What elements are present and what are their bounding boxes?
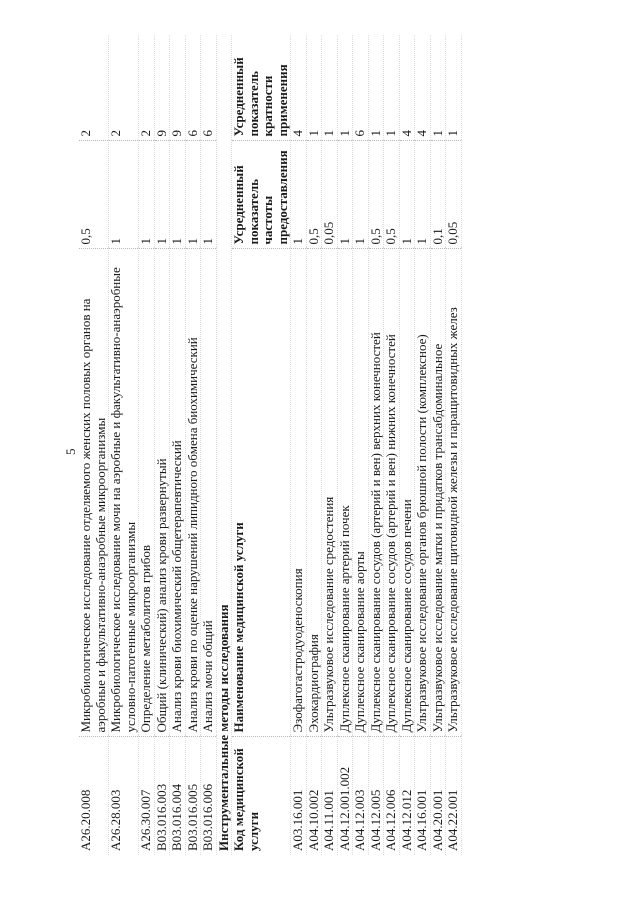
header-frequency: Усредненный показатель частоты предоставления xyxy=(232,141,291,249)
table-cell: 0,1 xyxy=(430,141,446,249)
table-row xyxy=(170,35,186,855)
table-cell: 9 xyxy=(170,35,186,141)
table-cell: B03.016.004 xyxy=(170,737,186,855)
table-cell: B03.016.005 xyxy=(185,737,201,855)
header-multiplicity: Усредненный показатель кратности применения xyxy=(232,35,291,141)
table-cell: 4 xyxy=(291,35,307,141)
header-name: Наименование медицинской услуги xyxy=(232,249,291,737)
table-cell: Анализ крови по оценке нарушений липидного обмена биохимический xyxy=(185,249,201,737)
section-title: Инструментальные методы исследования xyxy=(216,35,232,855)
table-cell: 1 xyxy=(430,35,446,141)
table-cell: A04.20.001 xyxy=(430,737,446,855)
table-row xyxy=(185,35,201,855)
table-row xyxy=(399,35,415,855)
table-cell: A04.12.003 xyxy=(353,737,369,855)
table-row xyxy=(446,35,462,855)
table-row xyxy=(322,35,338,855)
table-cell: Дуплексное сканирование сосудов (артерий и вен) нижних конечностей xyxy=(384,249,400,737)
table-cell: 0,5 xyxy=(384,141,400,249)
table-cell: 2 xyxy=(79,35,109,141)
table-cell: 1 xyxy=(201,141,217,249)
table-row xyxy=(306,35,322,855)
table-cell: 1 xyxy=(322,35,338,141)
table-cell: 4 xyxy=(399,35,415,141)
table-cell: B03.016.006 xyxy=(201,737,217,855)
table-cell: 1 xyxy=(185,141,201,249)
table-cell: 6 xyxy=(201,35,217,141)
table-cell: 1 xyxy=(337,141,353,249)
table-cell: Дуплексное сканирование артерий почек xyxy=(337,249,353,737)
table-cell: 1 xyxy=(139,141,155,249)
table-row xyxy=(337,35,353,855)
table-cell: A04.12.001.002 xyxy=(337,737,353,855)
table-cell: 2 xyxy=(109,35,139,141)
table-cell: Определение метаболитов грибов xyxy=(139,249,155,737)
table-cell: Эхокардиография xyxy=(306,249,322,737)
table-cell: A04.10.002 xyxy=(306,737,322,855)
table-cell: Ультразвуковое исследование органов брюшной полости (комплексное) xyxy=(415,249,431,737)
table-cell: 1 xyxy=(384,35,400,141)
table-cell: B03.016.003 xyxy=(154,737,170,855)
table-cell: 1 xyxy=(291,141,307,249)
table-cell: 1 xyxy=(415,141,431,249)
table-cell: 0,05 xyxy=(446,141,462,249)
table-cell: Дуплексное сканирование сосудов (артерий и вен) верхних конечностей xyxy=(368,249,384,737)
table-cell: 1 xyxy=(170,141,186,249)
table-cell: A26.30.007 xyxy=(139,737,155,855)
table-cell: A26.20.008 xyxy=(79,737,109,855)
table-cell: Дуплексное сканирование сосудов печени xyxy=(399,249,415,737)
table-cell: 1 xyxy=(109,141,139,249)
table-cell: Дуплексное сканирование аорты xyxy=(353,249,369,737)
table-row xyxy=(384,35,400,855)
services-table-body xyxy=(79,35,461,855)
table-row xyxy=(139,35,155,855)
table-cell: A04.12.006 xyxy=(384,737,400,855)
table-header-row xyxy=(232,35,291,855)
table-row xyxy=(201,35,217,855)
table-cell: 1 xyxy=(337,35,353,141)
table-cell: Общий (клинический) анализ крови развернутый xyxy=(154,249,170,737)
table-cell: Эзофагогастродуоденоскопия xyxy=(291,249,307,737)
table-row xyxy=(430,35,446,855)
table-row xyxy=(154,35,170,855)
header-code: Код медицинской услуги xyxy=(232,737,291,855)
table-cell: 0,5 xyxy=(368,141,384,249)
table-cell: 1 xyxy=(154,141,170,249)
table-cell: Анализ мочи общий xyxy=(201,249,217,737)
table-row xyxy=(415,35,431,855)
table-cell: 1 xyxy=(306,35,322,141)
table-cell: 9 xyxy=(154,35,170,141)
table-cell: 1 xyxy=(368,35,384,141)
table-cell: Ультразвуковое исследование матки и придатков трансабдоминальное xyxy=(430,249,446,737)
table-cell: Ультразвуковое исследование средостения xyxy=(322,249,338,737)
table-cell: Микробиологическое исследование мочи на аэробные и факультативно-анаэробные условно-патогенные микроорганизмы xyxy=(109,249,139,737)
table-cell: A04.22.001 xyxy=(446,737,462,855)
services-table xyxy=(79,35,462,855)
table-cell: Микробиологическое исследование отделяемого женских половых органов на аэробные и факультативно-анаэробные микроорганизмы xyxy=(79,249,109,737)
table-row xyxy=(353,35,369,855)
table-cell: 4 xyxy=(415,35,431,141)
table-cell: 1 xyxy=(399,141,415,249)
page-number: 5 xyxy=(63,448,78,455)
table-cell: Ультразвуковое исследование щитовидной железы и паращитовидных желез xyxy=(446,249,462,737)
table-cell: 2 xyxy=(139,35,155,141)
table-cell: A04.12.005 xyxy=(368,737,384,855)
rotated-content xyxy=(55,35,615,855)
table-cell: A04.11.001 xyxy=(322,737,338,855)
section-row xyxy=(216,35,232,855)
table-cell: 0,5 xyxy=(79,141,109,249)
table-cell: A04.12.012 xyxy=(399,737,415,855)
table-row xyxy=(109,35,139,855)
table-cell: 6 xyxy=(185,35,201,141)
table-row xyxy=(79,35,109,855)
table-cell: 6 xyxy=(353,35,369,141)
table-cell: Анализ крови биохимический общетерапевтический xyxy=(170,249,186,737)
table-row xyxy=(291,35,307,855)
table-cell: 1 xyxy=(353,141,369,249)
table-cell: A03.16.001 xyxy=(291,737,307,855)
table-cell: A04.16.001 xyxy=(415,737,431,855)
table-cell: 0,05 xyxy=(322,141,338,249)
table-row xyxy=(368,35,384,855)
table-cell: 1 xyxy=(446,35,462,141)
table-cell: 0,5 xyxy=(306,141,322,249)
table-cell: A26.28.003 xyxy=(109,737,139,855)
